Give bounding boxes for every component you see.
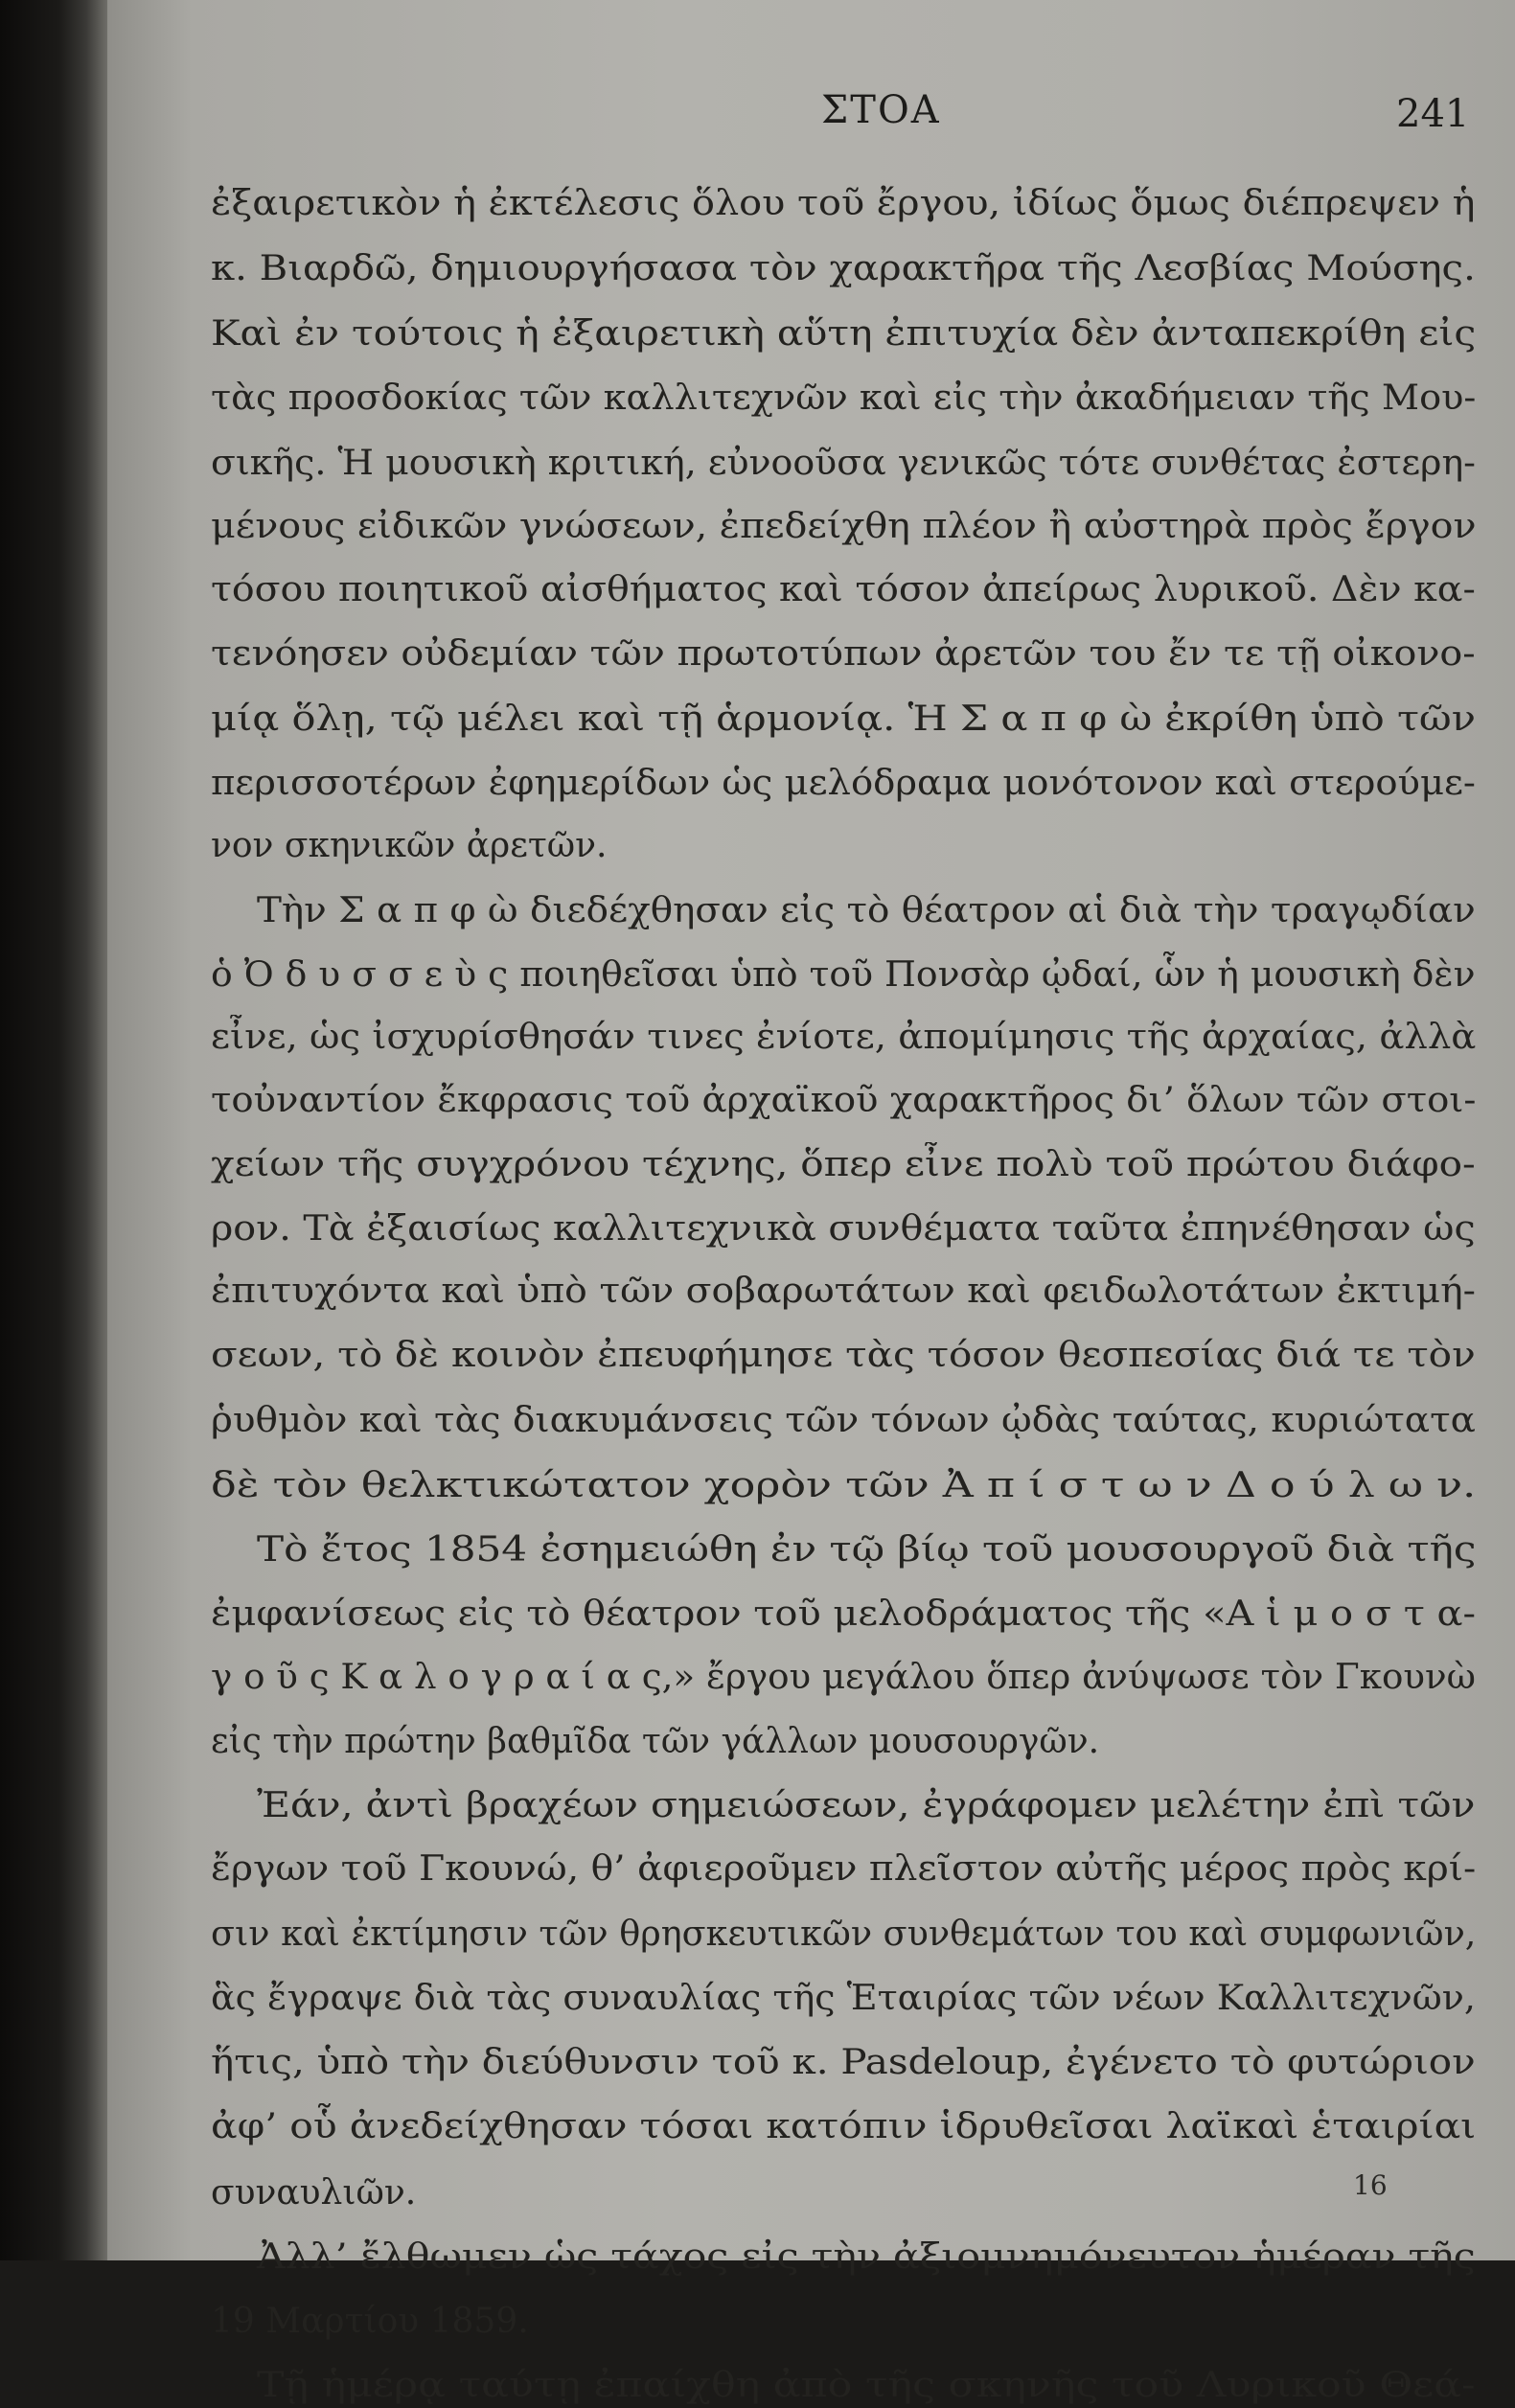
body-line: ἐξαιρετικὸν ἡ ἐκτέλεσις ὅλου τοῦ ἔργου, ἰδίως ὅμως διέπρεψεν ἡ [211,184,1476,223]
body-line: Τὸ ἔτος 1854 ἐσημειώθη ἐν τῷ βίῳ τοῦ μουσουργοῦ διὰ τῆς [257,1530,1477,1570]
book-binding [0,0,107,2260]
body-line: γ ο ῦ ς Κ α λ ο γ ρ α ί α ς,» ἔργου μεγάλου ὅπερ ἀνύψωσε τὸν Γκουνὼ [211,1658,1476,1697]
body-line: ἥτις, ὑπὸ τὴν διεύθυνσιν τοῦ κ. Pasdeloup, ἐγένετο τὸ φυτώριον [211,2043,1476,2082]
body-line: εἰς τὴν πρώτην βαθμῖδα τῶν γάλλων μουσουργῶν. [211,1722,1100,1761]
body-line: Ἀλλ’ ἔλθωμεν ὡς τάχος εἰς τὴν ἀξιομνημόνευτον ἡμέραν τῆς [257,2237,1476,2277]
body-line: περισσοτέρων ἐφημερίδων ὡς μελόδραμα μονότονον καὶ στερούμε- [211,764,1476,803]
body-line: ῥυθμὸν καὶ τὰς διακυμάνσεις τῶν τόνων ᾠδὰς ταύτας, κυριώτατα [211,1401,1476,1440]
body-line: τοὐναντίον ἔκφρασις τοῦ ἀρχαϊκοῦ χαρακτῆρος δι’ ὅλων τῶν στοι- [211,1081,1477,1120]
body-line: κ. Βιαρδῶ, δημιουργήσασα τὸν χαρακτῆρα τῆς Λεσβίας Μούσης. [211,249,1476,288]
body-line: τὰς προσδοκίας τῶν καλλιτεχνῶν καὶ εἰς τὴν ἀκαδήμειαν τῆς Μου- [211,378,1477,418]
body-line: Ἐάν, ἀντὶ βραχέων σημειώσεων, ἐγράφομεν μελέτην ἐπὶ τῶν [257,1786,1476,1825]
body-line: νον σκηνικῶν ἀρετῶν. [211,826,608,865]
body-line: μίᾳ ὅλῃ, τῷ μέλει καὶ τῇ ἁρμονίᾳ. Ἡ Σ α π φ ὼ ἐκρίθη ὑπὸ τῶν [211,699,1477,739]
page-number: 241 [1396,92,1470,136]
book-page [107,0,1515,2405]
body-line: τενόησεν οὐδεμίαν τῶν πρωτοτύπων ἀρετῶν του ἔν τε τῇ οἰκονο- [211,634,1476,674]
body-line: ὁ Ὀ δ υ σ σ ε ὺ ς ποιηθεῖσαι ὑπὸ τοῦ Πονσὰρ ᾠδαί, ὧν ἡ μουσικὴ δὲν [211,955,1476,995]
body-line: μένους εἰδικῶν γνώσεων, ἐπεδείχθη πλέον ἢ αὐστηρὰ πρὸς ἔργον [211,507,1477,546]
body-line: Τὴν Σ α π φ ὼ διεδέχθησαν εἰς τὸ θέατρον αἱ διὰ τὴν τραγῳδίαν [257,891,1476,930]
body-line: σιν καὶ ἐκτίμησιν τῶν θρησκευτικῶν συνθεμάτων του καὶ συμφωνιῶν, [211,1915,1477,1954]
body-line: σεων, τὸ δὲ κοινὸν ἐπευφήμησε τὰς τόσον θεσπεσίας διά τε τὸν [211,1336,1476,1375]
running-head: ΣΤΟΑ [821,88,941,132]
body-line: Τῇ ἡμέρᾳ ταύτῃ ἐπαίχθη ἀπὸ τῆς σκηνῆς τοῦ Λυρικοῦ Θεά- [257,2366,1476,2405]
body-line: ρον. Τὰ ἐξαισίως καλλιτεχνικὰ συνθέματα ταῦτα ἐπηνέθησαν ὡς [211,1209,1476,1249]
body-line: ἐπιτυχόντα καὶ ὑπὸ τῶν σοβαρωτάτων καὶ φειδωλοτάτων ἐκτιμή- [211,1272,1476,1311]
body-line: χείων τῆς συγχρόνου τέχνης, ὅπερ εἶνε πολὺ τοῦ πρώτου διάφο- [211,1145,1476,1184]
body-line: ἔργων τοῦ Γκουνώ, θ’ ἀφιεροῦμεν πλεῖστον αὐτῆς μέρος πρὸς κρί- [211,1849,1477,1889]
body-line: σικῆς. Ἡ μουσικὴ κριτική, εὐνοοῦσα γενικῶς τότε συνθέτας ἐστερη- [211,444,1476,483]
body-line: ἀφ’ οὗ ἀνεδείχθησαν τόσαι κατόπιν ἱδρυθεῖσαι λαϊκαὶ ἑταιρίαι [211,2107,1477,2146]
body-line: τόσου ποιητικοῦ αἰσθήματος καὶ τόσον ἀπείρως λυρικοῦ. Δὲν κα- [211,570,1476,609]
body-line: ἐμφανίσεως εἰς τὸ θέατρον τοῦ μελοδράματος τῆς «Α ἱ μ ο σ τ α- [211,1594,1476,1634]
signature-mark: 16 [1353,2169,1388,2201]
body-line: δὲ τὸν θελκτικώτατον χορὸν τῶν Ἀ π ί σ τ ω ν Δ ο ύ λ ω ν. [211,1466,1477,1505]
body-line: ἃς ἔγραψε διὰ τὰς συναυλίας τῆς Ἑταιρίας τῶν νέων Καλλιτεχνῶν, [211,1979,1476,2018]
body-line: Καὶ ἐν τούτοις ἡ ἐξαιρετικὴ αὕτη ἐπιτυχία δὲν ἀνταπεκρίθη εἰς [211,314,1477,354]
body-line: 19 Μαρτίου 1859. [211,2302,529,2341]
body-line: συναυλιῶν. [211,2173,417,2213]
body-line: εἶνε, ὡς ἰσχυρίσθησάν τινες ἐνίοτε, ἀπομίμησις τῆς ἀρχαίας, ἀλλὰ [211,1018,1477,1057]
